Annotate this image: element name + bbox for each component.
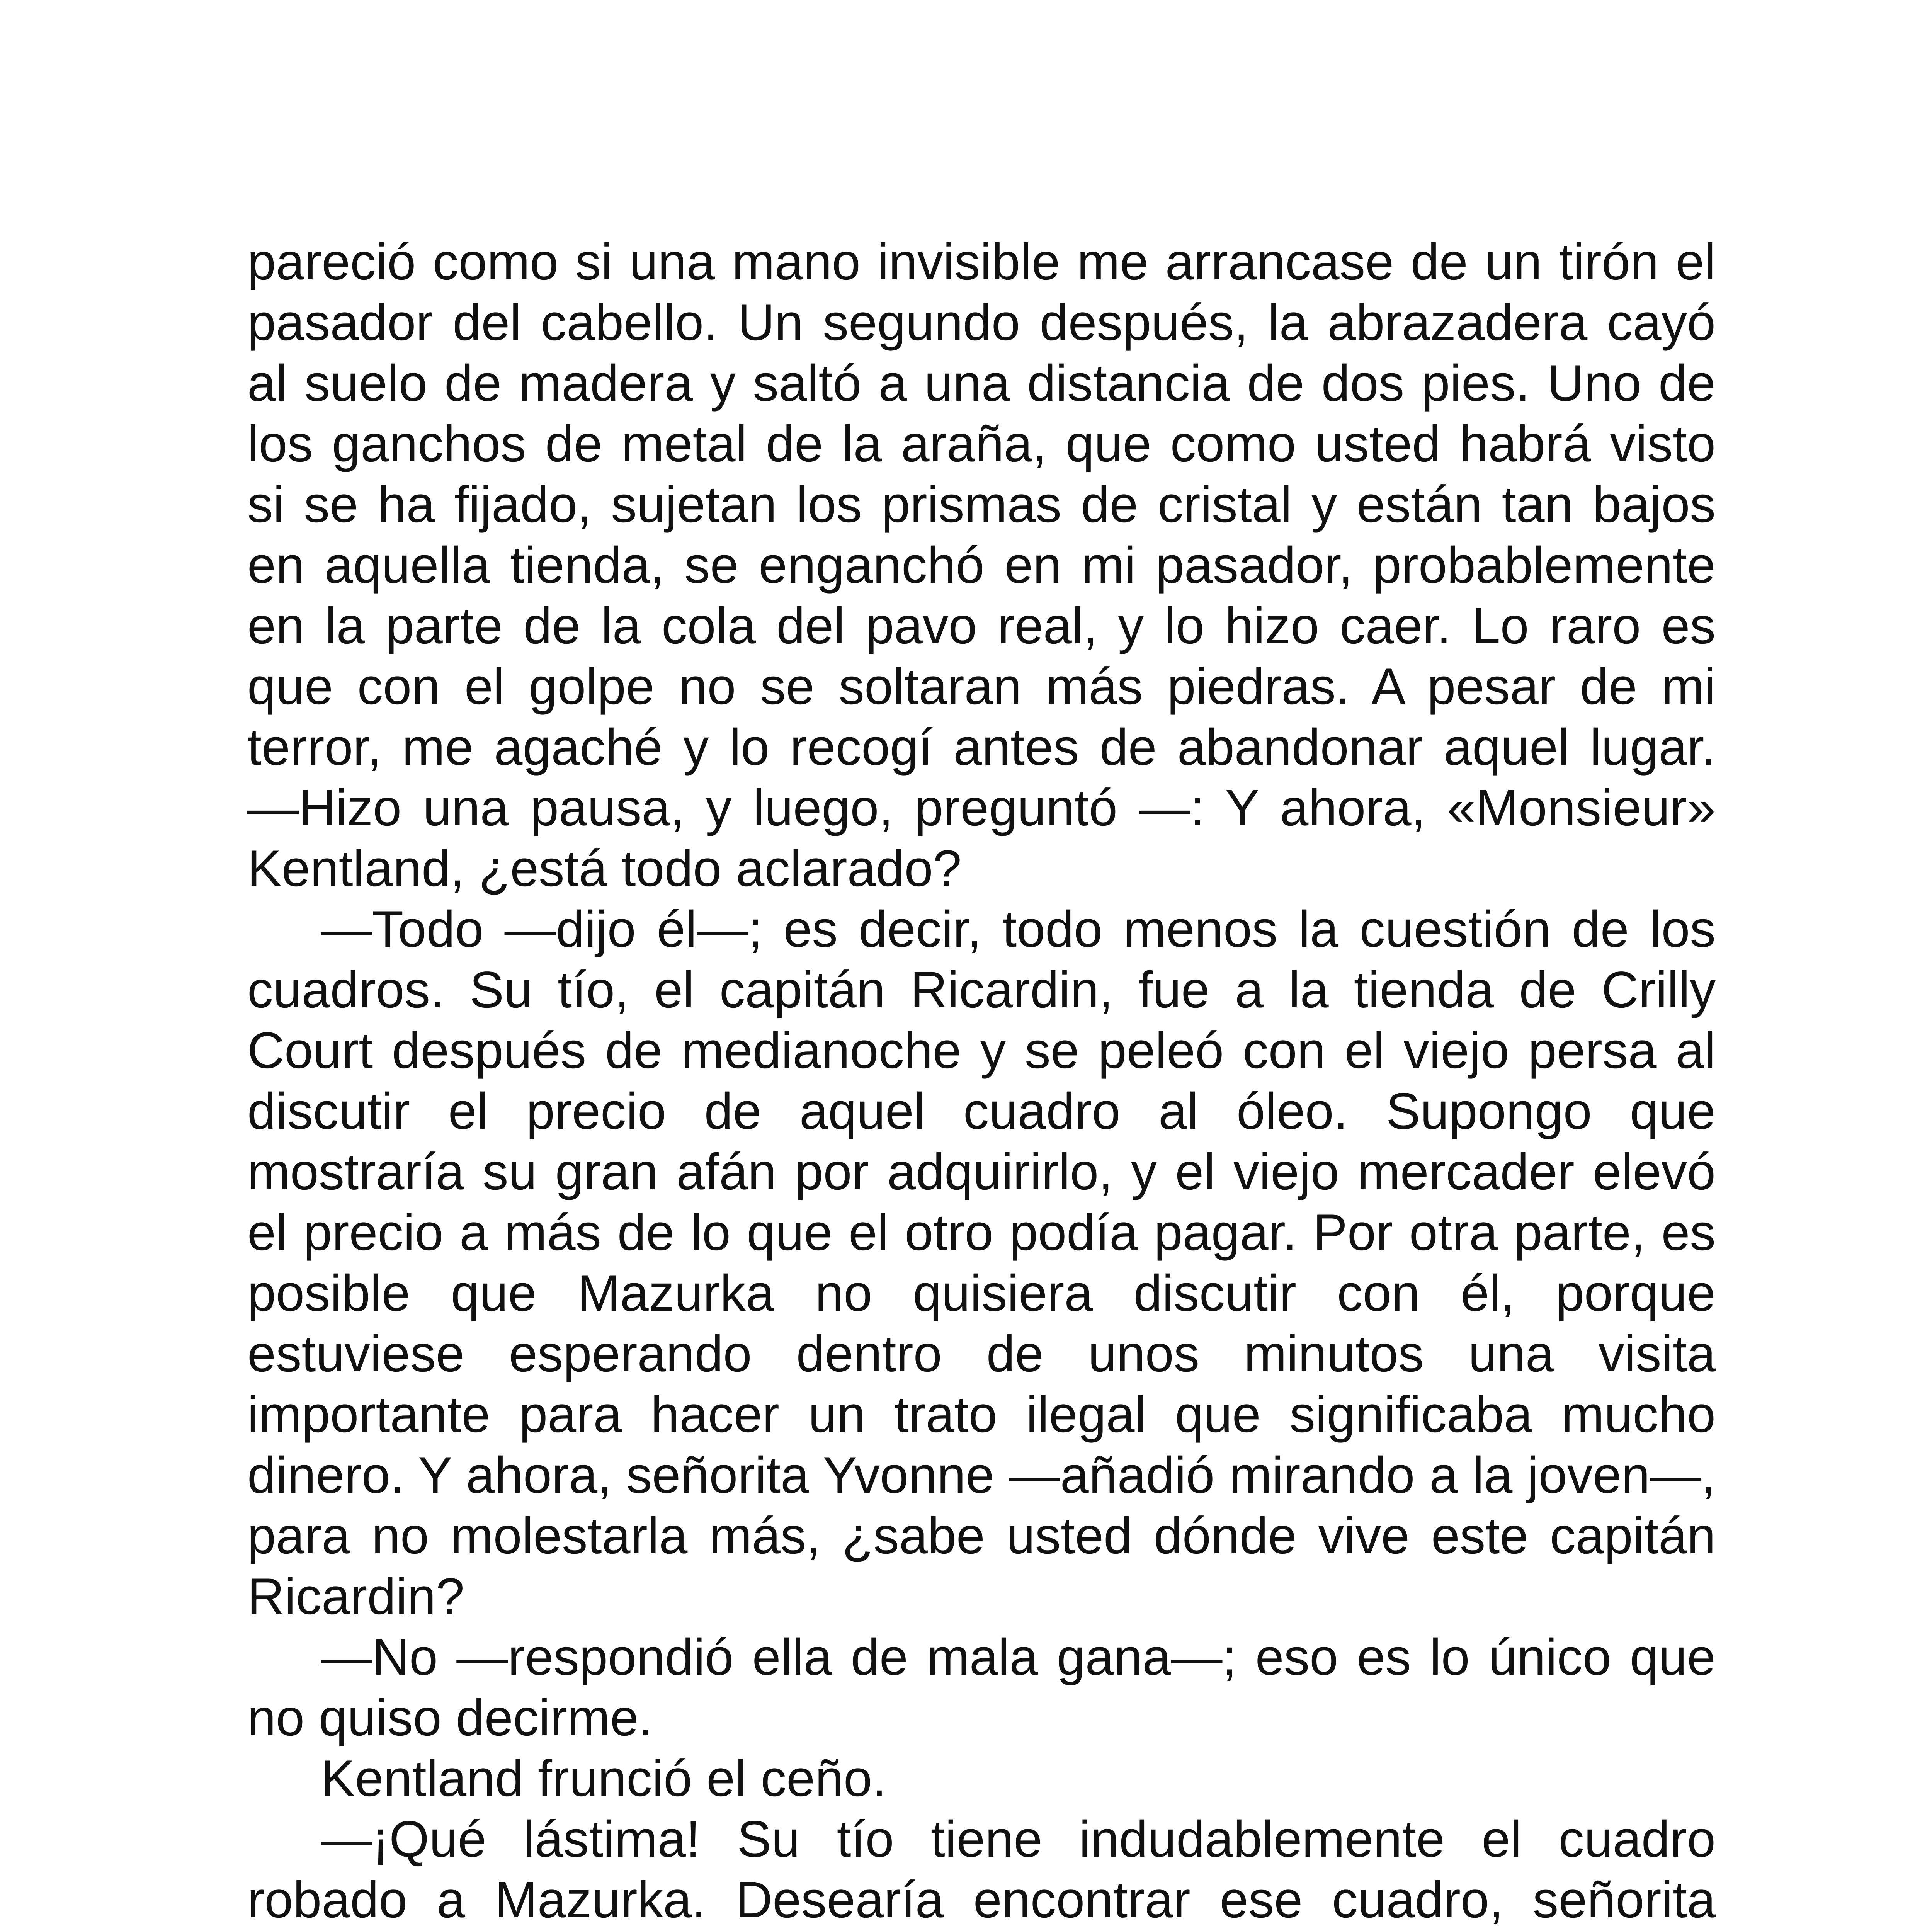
paragraph-5: —¡Qué lástima! Su tío tiene indudablemente el cuadro robado a Mazurka. Desearía encontrar ese cuadro, señorita xyxy=(247,1811,1716,1929)
paragraph-1: pareció como si una mano invisible me arrancase de un tirón el pasador del cabello. Un segundo después, la abrazadera cayó al suelo de madera y saltó a una distancia de dos pies. Uno de los ganchos de metal de la araña, que como usted habrá visto si se ha fijado, sujetan los prismas de cristal y están tan bajos en aquella tienda, se enganchó en mi pasador, probablemente en la parte de la cola del pavo real, y lo hizo caer. Lo raro es que con el golpe no se soltaran más piedras. A pesar de mi terror, me agaché y lo recogí antes de abandonar aquel lugar. —Hizo una pausa, y luego, preguntó —: Y ahora, «Monsieur» Kentland, ¿está todo aclarado? xyxy=(247,233,1716,897)
paragraph-4: Kentland frunció el ceño. xyxy=(321,1750,886,1807)
body-text xyxy=(247,232,1716,1932)
paragraph-3: —No —respondió ella de mala gana—; eso es lo único que no quiso decirme. xyxy=(247,1629,1716,1747)
paragraph-2: —Todo —dijo él—; es decir, todo menos la cuestión de los cuadros. Su tío, el capitán Ricardin, fue a la tienda de Crilly Court después de medianoche y se peleó con el viejo persa al discutir el precio de aquel cuadro al óleo. Supongo que mostraría su gran afán por adquirirlo, y el viejo mercader elevó el precio a más de lo que el otro podía pagar. Por otra parte, es posible que Mazurka no quisiera discutir con él, porque estuviese esperando dentro de unos minutos una visita importante para hacer un trato ilegal que significaba mucho dinero. Y ahora, señorita Yvonne —añadió mirando a la joven—, para no molestarla más, ¿sabe usted dónde vive este capitán Ricardin? xyxy=(247,901,1716,1625)
